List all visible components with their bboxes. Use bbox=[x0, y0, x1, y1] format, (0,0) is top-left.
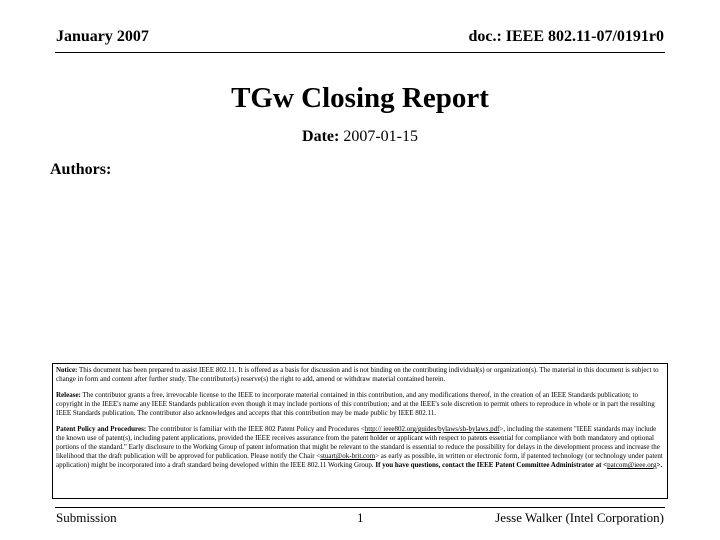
patent-text: The contributor is familiar with the IEEE 802 Patent Policy and Procedures < bbox=[146, 425, 365, 433]
date-value: 2007-01-15 bbox=[343, 128, 418, 145]
release-label: Release: bbox=[56, 391, 81, 399]
patent-label: Patent Policy and Procedures: bbox=[56, 425, 147, 433]
patent-paragraph bbox=[56, 425, 664, 470]
header-divider bbox=[55, 52, 665, 53]
date-label: Date: bbox=[302, 128, 340, 145]
notice-box bbox=[52, 363, 668, 499]
notice-paragraph bbox=[56, 366, 664, 384]
patent-contact-end: >. bbox=[656, 461, 663, 469]
date-line bbox=[0, 128, 720, 146]
notice-label: Notice: bbox=[56, 366, 78, 374]
page-number: 1 bbox=[357, 510, 364, 525]
slide-title: TGw Closing Report bbox=[231, 82, 489, 114]
footer-submission: Submission bbox=[56, 510, 117, 525]
patent-contact-text: If you have questions, contact the IEEE Patent Committee Administrator at < bbox=[375, 461, 608, 469]
authors-label: Authors: bbox=[50, 161, 112, 178]
header-date: January 2007 bbox=[56, 28, 149, 45]
patcom-email-link[interactable]: patcom@ieee.org bbox=[607, 461, 657, 469]
release-paragraph bbox=[56, 391, 664, 418]
chair-email-link[interactable]: stuart@ok-brit.com bbox=[320, 452, 376, 460]
notice-text: This document has been prepared to assist IEEE 802.11. It is offered as a basis for discussion and is not binding on the contributing individual(s) or organization(s). The material in this document is subject to change in form and content after further study. The contributor(s) reserve(s) the right to add, amend or withdraw material contained herein. bbox=[56, 366, 659, 383]
footer-author: Jesse Walker (Intel Corporation) bbox=[495, 510, 664, 525]
footer-divider bbox=[55, 507, 665, 508]
patent-text: > as early as possible, in written or electronic form, if patented technology (or technology under patent application) might be incorporated into a draft standard being developed within the IEEE 802.11 Working Group. bbox=[56, 452, 663, 469]
release-text: The contributor grants a free, irrevocable license to the IEEE to incorporate material contained in this contribution, and any modifications thereof, in the creation of an IEEE Standards publication; to copyright in the IEEE's name any IEEE Standards publication even though it may include portions of this contribution; and at the IEEE's sole discretion to permit others to reproduce in whole or in part the resulting IEEE Standards publication. The contributor also acknowledges and accepts that this contribution may be made public by IEEE 802.11. bbox=[56, 391, 655, 417]
header-doc-id: doc.: IEEE 802.11-07/0191r0 bbox=[468, 28, 664, 45]
bylaws-link[interactable]: http:// ieee802.org/guides/bylaws/sb-bylaws.pdf bbox=[364, 425, 500, 433]
patent-text: >, including the statement "IEEE standards may include the known use of patent(s), including patent applications, provided the IEEE receives assurance from the patent holder or applicant with respect to patents essential for compliance with both mandatory and optional portions of the standard." Early disclosure to the Working Group of patent information that might be relevant to the standard is essential to reduce the possibility for delays in the development process and increase the likelihood that the draft publication will be approved for publication. Please notify the Chair < bbox=[56, 425, 660, 460]
